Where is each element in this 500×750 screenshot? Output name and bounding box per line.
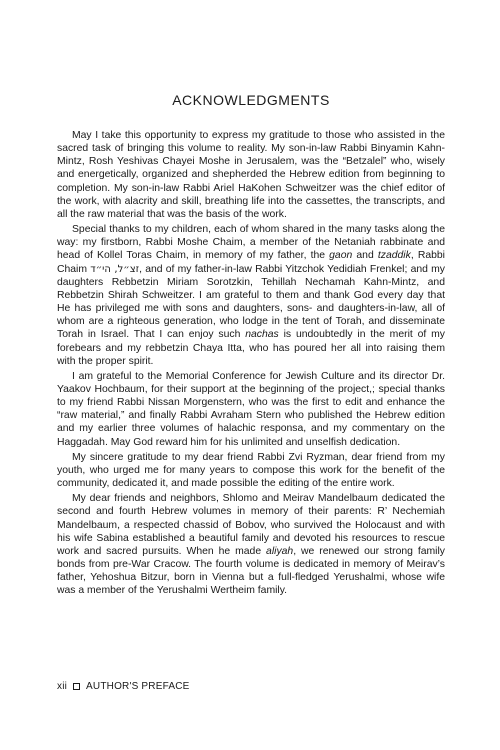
paragraph-5-text-b: , we renewed our strong family bonds from pre-War Cracow. The fourth volume is dedicated in memory of Meirav’s father, Yehoshua Bitzur, born in Vienna but a full-fledged Yerushalmi, whose wife was a member of the Yerushalmi Wertheim family. [57, 545, 445, 597]
paragraph-5 [57, 492, 445, 597]
running-footer-section: AUTHOR'S PREFACE [86, 681, 190, 692]
term-aliyah: aliyah [266, 545, 294, 557]
term-nachas: nachas [245, 329, 279, 341]
paragraph-2-text-a: Special thanks to my children, each of whom shared in the many tasks along the way: my firstborn, Rabbi Moshe Chaim, a member of the Netaniah rabbinate and head of Kollel Toras Chaim, in memory of my father, the [57, 224, 445, 262]
page-title: ACKNOWLEDGMENTS [172, 92, 330, 108]
page-body [57, 92, 445, 599]
page-footer [57, 681, 190, 692]
paragraph-3: I am grateful to the Memorial Conference for Jewish Culture and its director Dr. Yaakov Hochbaum, for their support at the beginning of the project,; special thanks to my friend Rabbi Nissan Morgenstern, who was the first to edit and enhance the “raw material,” and finally Rabbi Avraham Stern who published the Hebrew edition and my earlier three volumes of halachic responsa, and my commentary on the Haggadah. May God reward him for his unlimited and unselfish dedication. [57, 370, 445, 448]
term-tzaddik: tzaddik [377, 250, 411, 262]
box-icon [73, 683, 80, 690]
paragraph-2-text-d: , and of my father-in-law Rabbi Yitzchok Yedidiah Frenkel; and my daughters Rebbetzin Miriam Sorotzkin, Tehillah Nechamah Kahn-Mintz, and Rebbetzin Shirah Schweitzer. I am grateful to them and thank God every day that He has privileged me with sons and daughters, sons- and daughters-in-law, all of whom are a righteous generation, who lodge in the tent of Torah, and disseminate Torah in Israel. That I can enjoy such [57, 263, 445, 341]
paragraph-2-text-e: is undoubtedly in the merit of my forebears and my rebbetzin Chaya Itta, who has poured her all into raising them with the proper spirit. [57, 329, 445, 367]
paragraph-2-text-c: , Rabbi Chaim [57, 250, 445, 275]
hebrew-honorific: זצ״ל, הי״ד [90, 263, 140, 275]
paragraph-1: May I take this opportunity to express my gratitude to those who assisted in the sacred task of bringing this volume to reality. My son-in-law Rabbi Binyamin Kahn-Mintz, Rosh Yeshivas Chayei Moshe in Jerusalem, was the “Betzalel” who, wisely and energetically, organized and shepherded the Hebrew edition from beginning to completion. My son-in-law Rabbi Ariel HaKohen Schweitzer was the chief editor of the work, with alacrity and skill, breathing life into the cassettes, the transcripts, and all the raw material that was the basis of the work. [57, 130, 445, 220]
paragraph-5-text-a: My dear friends and neighbors, Shlomo and Meirav Mandelbaum dedicated the second and fourth Hebrew volumes in memory of their parents: R’ Nechemiah Mandelbaum, a respected chassid of Bobov, who survived the Holocaust and with his wife Sabina established a beautiful family and devoted his resources to rescue work and sacred pursuits. When he made [57, 493, 445, 557]
page-number: xii [57, 681, 68, 692]
paragraph-2 [57, 223, 445, 368]
paragraph-2-text-b: and [352, 250, 378, 262]
paragraph-4: My sincere gratitude to my dear friend Rabbi Zvi Ryzman, dear friend from my youth, who urged me for many years to compose this work for the benefit of the community, dedicated it, and made possible the editing of the entire work. [57, 451, 445, 490]
term-gaon: gaon [329, 250, 353, 262]
